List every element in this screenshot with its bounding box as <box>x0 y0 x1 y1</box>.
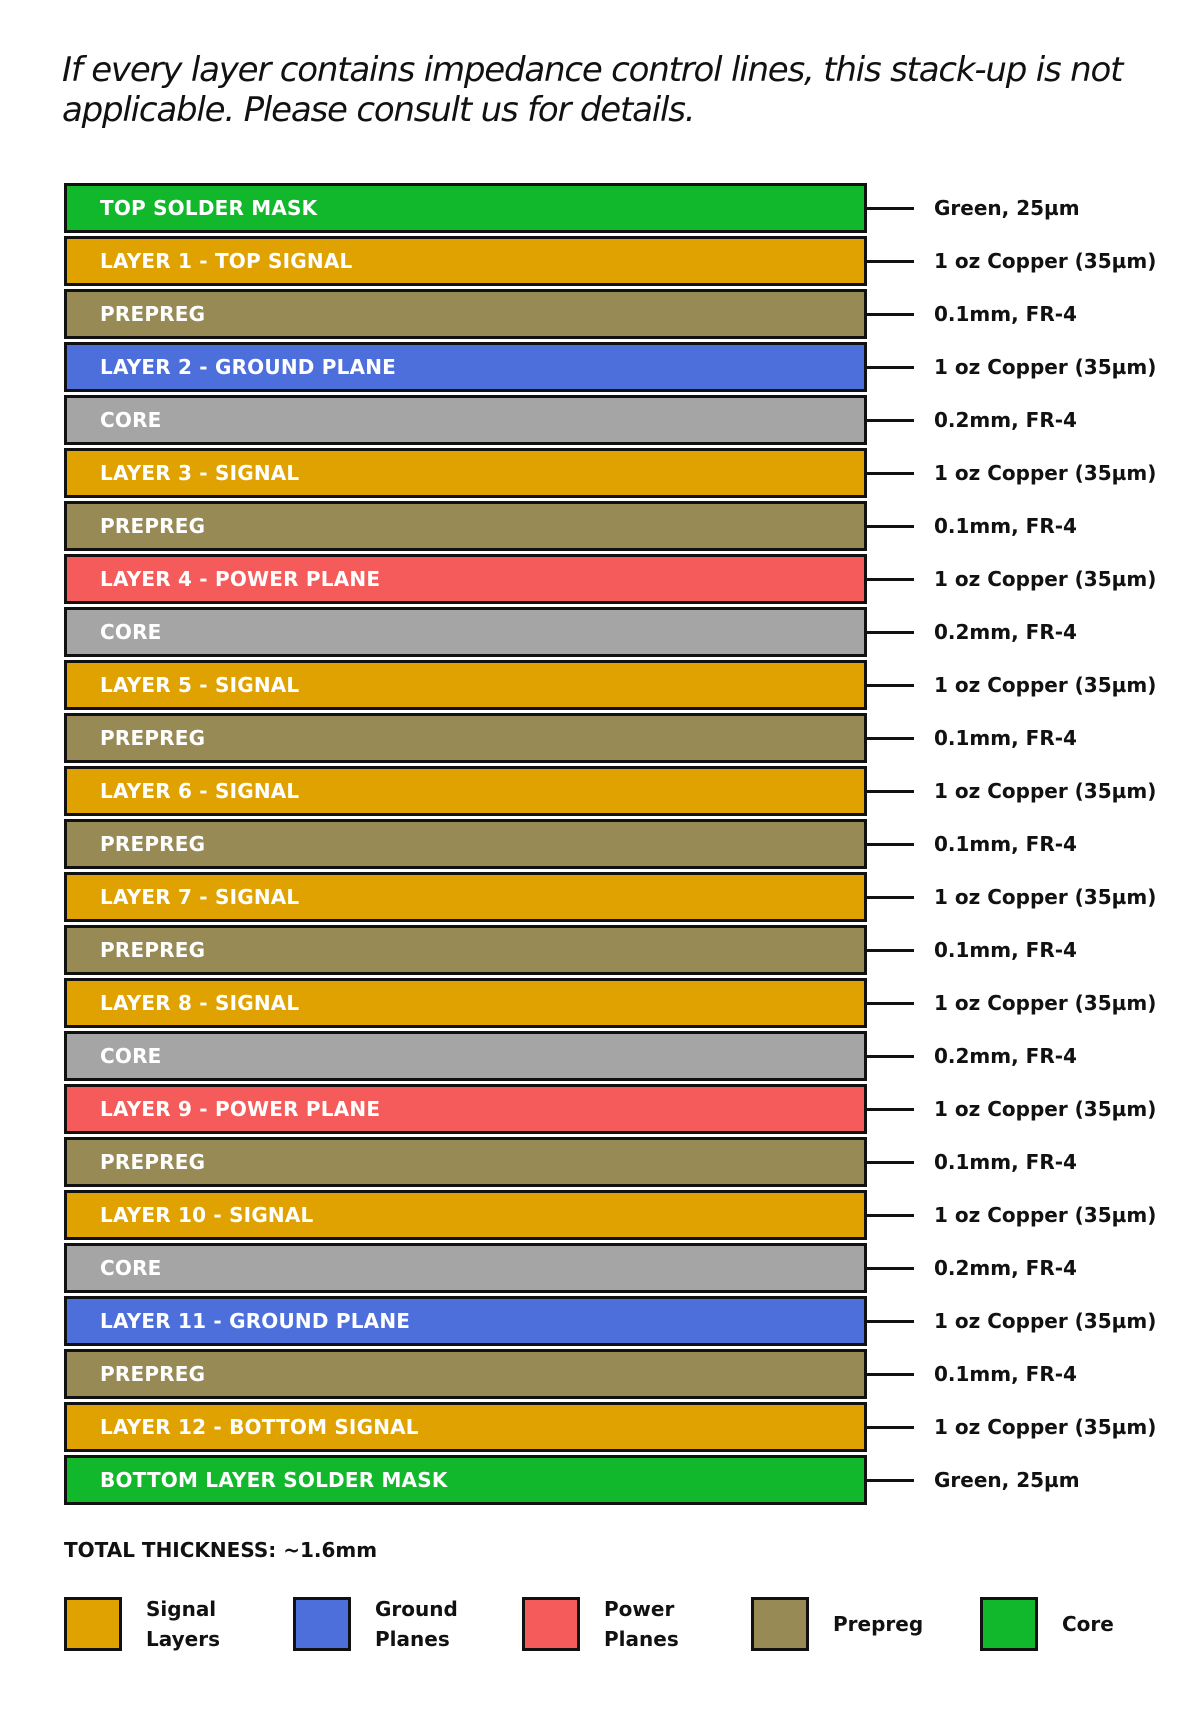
layer-spec: 0.1mm, FR-4 <box>934 726 1077 750</box>
stack-layer-signal <box>64 872 1157 922</box>
leader-line <box>867 472 914 475</box>
layer-label: LAYER 7 - SIGNAL <box>100 885 300 909</box>
legend-swatch <box>522 1597 580 1651</box>
layer-spec: 1 oz Copper (35µm) <box>934 779 1157 803</box>
legend <box>64 1594 1164 1654</box>
leader-line <box>867 1267 914 1270</box>
layer-label: PREPREG <box>100 514 206 538</box>
layer-label: LAYER 6 - SIGNAL <box>100 779 300 803</box>
layer-spec: 1 oz Copper (35µm) <box>934 1203 1157 1227</box>
stack-layer-prepreg <box>64 925 1077 975</box>
leader-line <box>867 1108 914 1111</box>
stack-layer-prepreg <box>64 713 1077 763</box>
leader-line <box>867 684 914 687</box>
leader-line <box>867 1002 914 1005</box>
layer-spec: 0.2mm, FR-4 <box>934 620 1077 644</box>
layer-label: LAYER 9 - POWER PLANE <box>100 1097 381 1121</box>
stack-layer-mask <box>64 183 1080 233</box>
layer-spec: 0.1mm, FR-4 <box>934 938 1077 962</box>
leader-line <box>867 313 914 316</box>
layer-label: LAYER 5 - SIGNAL <box>100 673 300 697</box>
legend-swatch <box>751 1597 809 1651</box>
stack-layer-signal <box>64 1402 1157 1452</box>
layer-spec: 1 oz Copper (35µm) <box>934 991 1157 1015</box>
leader-line <box>867 525 914 528</box>
leader-line <box>867 1426 914 1429</box>
layer-label: CORE <box>100 408 162 432</box>
leader-line <box>867 790 914 793</box>
stack-layer-prepreg <box>64 1137 1077 1187</box>
leader-line <box>867 1373 914 1376</box>
layer-label: LAYER 11 - GROUND PLANE <box>100 1309 411 1333</box>
layer-spec: 0.1mm, FR-4 <box>934 514 1077 538</box>
leader-line <box>867 260 914 263</box>
legend-swatch <box>980 1597 1038 1651</box>
stack-layer-signal <box>64 660 1157 710</box>
leader-line <box>867 578 914 581</box>
layer-label: LAYER 1 - TOP SIGNAL <box>100 249 353 273</box>
stack-layer-signal <box>64 766 1157 816</box>
layer-label: PREPREG <box>100 832 206 856</box>
stack-layer-prepreg <box>64 1349 1077 1399</box>
layer-spec: 0.2mm, FR-4 <box>934 1256 1077 1280</box>
legend-label: Prepreg <box>833 1612 924 1636</box>
layer-stack <box>64 183 1157 1508</box>
stack-layer-signal <box>64 236 1157 286</box>
stack-layer-signal <box>64 978 1157 1028</box>
layer-label: CORE <box>100 620 162 644</box>
layer-spec: 1 oz Copper (35µm) <box>934 567 1157 591</box>
layer-spec: 1 oz Copper (35µm) <box>934 355 1157 379</box>
layer-label: LAYER 8 - SIGNAL <box>100 991 300 1015</box>
leader-line <box>867 1214 914 1217</box>
leader-line <box>867 737 914 740</box>
stack-layer-power <box>64 554 1157 604</box>
legend-item-power <box>522 1594 714 1654</box>
legend-label: Signal Layers <box>146 1597 220 1651</box>
leader-line <box>867 419 914 422</box>
leader-line <box>867 896 914 899</box>
stack-layer-ground <box>64 1296 1157 1346</box>
layer-label: CORE <box>100 1256 162 1280</box>
layer-label: CORE <box>100 1044 162 1068</box>
layer-label: PREPREG <box>100 1150 206 1174</box>
layer-spec: Green, 25µm <box>934 1468 1080 1492</box>
legend-item-prepreg <box>751 1594 943 1654</box>
layer-label: LAYER 10 - SIGNAL <box>100 1203 314 1227</box>
total-thickness: TOTAL THICKNESS: ~1.6mm <box>64 1538 378 1562</box>
leader-line <box>867 207 914 210</box>
impedance-note: If every layer contains impedance control lines, this stack-up is not applicable. Please consult us for details. <box>62 50 1123 130</box>
layer-spec: 1 oz Copper (35µm) <box>934 461 1157 485</box>
stack-layer-prepreg <box>64 819 1077 869</box>
layer-label: LAYER 12 - BOTTOM SIGNAL <box>100 1415 419 1439</box>
legend-swatch <box>293 1597 351 1651</box>
layer-spec: 1 oz Copper (35µm) <box>934 1415 1157 1439</box>
layer-label: PREPREG <box>100 938 206 962</box>
layer-spec: 1 oz Copper (35µm) <box>934 1309 1157 1333</box>
layer-spec: 1 oz Copper (35µm) <box>934 1097 1157 1121</box>
layer-spec: 1 oz Copper (35µm) <box>934 249 1157 273</box>
layer-label: PREPREG <box>100 726 206 750</box>
legend-item-mask <box>980 1594 1172 1654</box>
legend-item-signal <box>64 1594 256 1654</box>
leader-line <box>867 631 914 634</box>
leader-line <box>867 843 914 846</box>
legend-label: Core <box>1062 1612 1114 1636</box>
leader-line <box>867 1055 914 1058</box>
layer-label: BOTTOM LAYER SOLDER MASK <box>100 1468 448 1492</box>
leader-line <box>867 1161 914 1164</box>
stack-layer-ground <box>64 342 1157 392</box>
legend-swatch <box>64 1597 122 1651</box>
leader-line <box>867 366 914 369</box>
layer-spec: 0.1mm, FR-4 <box>934 302 1077 326</box>
layer-spec: 1 oz Copper (35µm) <box>934 673 1157 697</box>
stack-layer-core <box>64 607 1077 657</box>
stack-layer-prepreg <box>64 501 1077 551</box>
layer-label: TOP SOLDER MASK <box>100 196 318 220</box>
layer-label: PREPREG <box>100 302 206 326</box>
leader-line <box>867 949 914 952</box>
stack-layer-signal <box>64 1190 1157 1240</box>
leader-line <box>867 1479 914 1482</box>
layer-spec: Green, 25µm <box>934 196 1080 220</box>
stack-layer-core <box>64 1243 1077 1293</box>
stack-layer-signal <box>64 448 1157 498</box>
layer-spec: 0.2mm, FR-4 <box>934 1044 1077 1068</box>
leader-line <box>867 1320 914 1323</box>
layer-label: LAYER 2 - GROUND PLANE <box>100 355 397 379</box>
stack-layer-mask <box>64 1455 1080 1505</box>
legend-item-ground <box>293 1594 485 1654</box>
layer-spec: 0.2mm, FR-4 <box>934 408 1077 432</box>
layer-label: LAYER 4 - POWER PLANE <box>100 567 381 591</box>
layer-label: PREPREG <box>100 1362 206 1386</box>
legend-label: Power Planes <box>604 1597 679 1651</box>
layer-spec: 0.1mm, FR-4 <box>934 832 1077 856</box>
layer-label: LAYER 3 - SIGNAL <box>100 461 300 485</box>
legend-label: Ground Planes <box>375 1597 458 1651</box>
stack-layer-power <box>64 1084 1157 1134</box>
layer-spec: 0.1mm, FR-4 <box>934 1150 1077 1174</box>
layer-spec: 0.1mm, FR-4 <box>934 1362 1077 1386</box>
stack-layer-prepreg <box>64 289 1077 339</box>
stack-layer-core <box>64 395 1077 445</box>
stack-layer-core <box>64 1031 1077 1081</box>
layer-spec: 1 oz Copper (35µm) <box>934 885 1157 909</box>
